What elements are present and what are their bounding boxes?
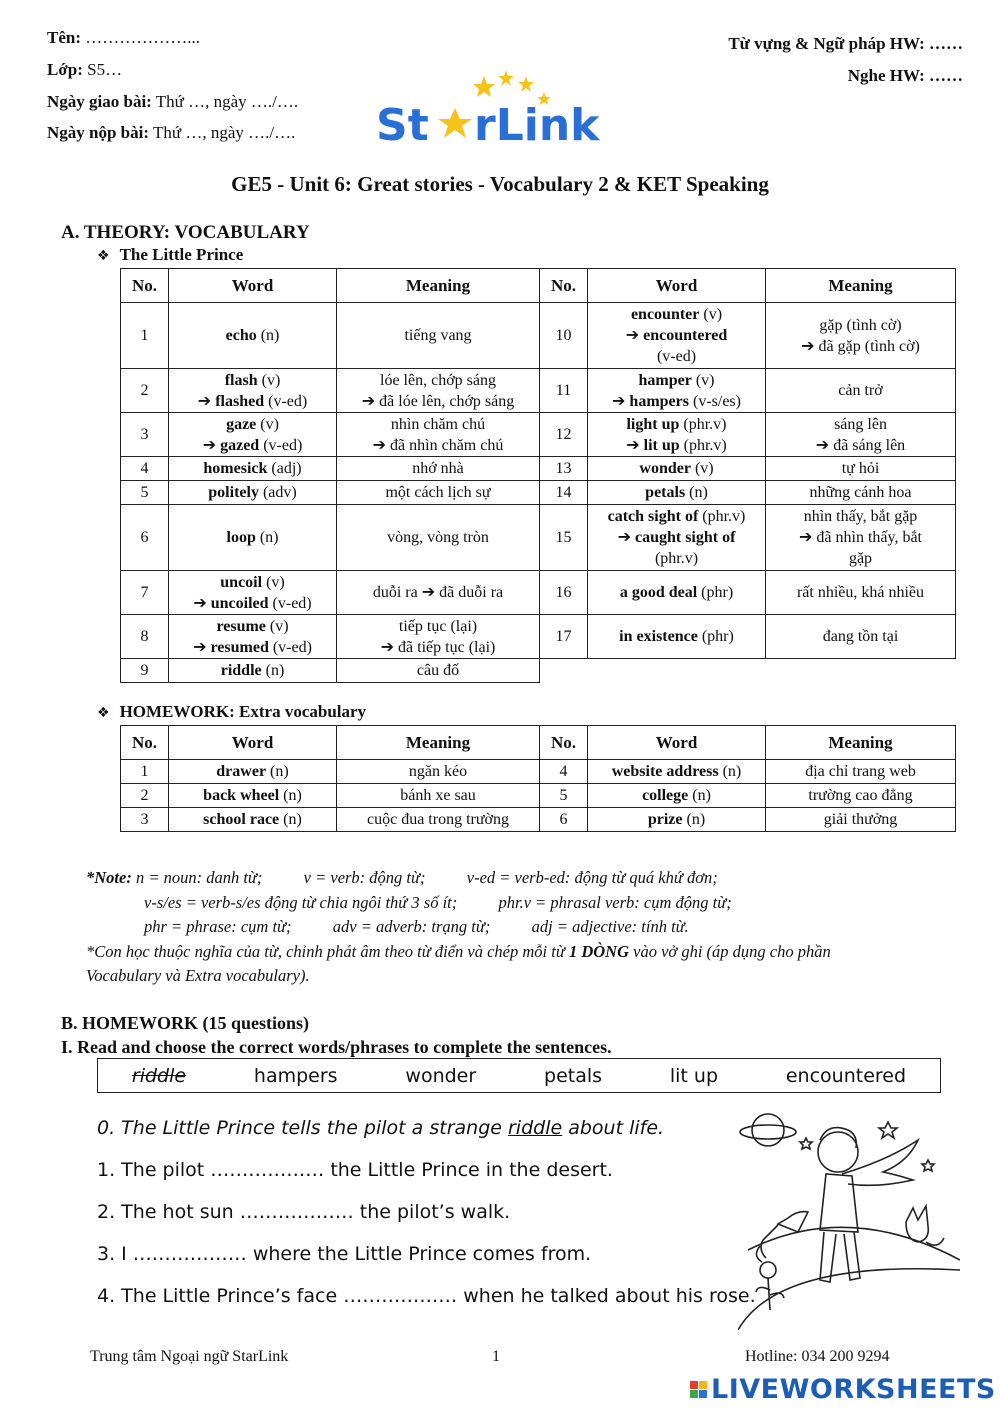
logo-center-star-icon: [438, 108, 472, 138]
logo-star-icon: [498, 70, 514, 86]
theory-subheading: ❖ The Little Prince: [97, 245, 244, 264]
table-row: [121, 505, 956, 571]
table-cell: 12: [540, 413, 588, 457]
listen-hw-score: Nghe HW: ……: [847, 66, 963, 85]
assign-date-line: Ngày giao bài: Thứ …, ngày …./….: [47, 92, 299, 111]
word-bank: [97, 1058, 941, 1093]
table-row: [121, 303, 956, 369]
word-bank-item: petals: [544, 1064, 603, 1087]
column-header: Word: [588, 269, 766, 303]
word-bank-item: hampers: [253, 1064, 338, 1087]
table-cell: 8: [121, 615, 169, 659]
table-cell: website address (n): [588, 760, 766, 784]
table-cell: nhìn chăm chú ➔ đã nhìn chăm chú: [337, 413, 540, 457]
table-row: [121, 369, 956, 413]
diamond-bullet-icon: ❖: [97, 705, 110, 721]
question-2[interactable]: 2. The hot sun ……………… the pilot’s walk.: [97, 1201, 511, 1223]
note-line-3: phr = phrase: cụm từ; adv = adverb: trạng từ; adj = adjective: tính từ.: [144, 917, 689, 936]
table-cell: drawer (n): [169, 760, 337, 784]
diamond-bullet-icon: ❖: [97, 248, 110, 264]
table-cell: 10: [540, 303, 588, 369]
table-cell: wonder (v): [588, 457, 766, 481]
table-cell: ngăn kéo: [337, 760, 540, 784]
homework-part1-instruction: I. Read and choose the correct words/phrases to complete the sentences.: [61, 1037, 612, 1057]
table-cell: 4: [121, 457, 169, 481]
table-cell: bánh xe sau: [337, 784, 540, 808]
column-header: Meaning: [766, 726, 956, 760]
table-row: [121, 659, 956, 683]
table-cell: nhìn thấy, bắt gặp ➔ đã nhìn thấy, bắt gặp: [766, 505, 956, 571]
table-cell: 11: [540, 369, 588, 413]
table-cell: flash (v) ➔ flashed (v-ed): [169, 369, 337, 413]
table-cell: hamper (v) ➔ hampers (v-s/es): [588, 369, 766, 413]
example-question: 0. The Little Prince tells the pilot a strange riddle about life.: [97, 1117, 665, 1139]
table-cell: 5: [540, 784, 588, 808]
table-cell: [766, 659, 956, 683]
table-cell: 16: [540, 571, 588, 615]
question-1[interactable]: 1. The pilot ……………… the Little Prince in the desert.: [97, 1159, 613, 1181]
table-cell: tiếp tục (lại) ➔ đã tiếp tục (lại): [337, 615, 540, 659]
table-cell: một cách lịch sự: [337, 481, 540, 505]
table-cell: 1: [121, 303, 169, 369]
table-cell: 7: [121, 571, 169, 615]
table-cell: college (n): [588, 784, 766, 808]
table-cell: 9: [121, 659, 169, 683]
table-cell: politely (adv): [169, 481, 337, 505]
word-bank-item: wonder: [405, 1064, 477, 1087]
logo-star-icon: [518, 76, 534, 92]
note-line-1: *Note: n = noun: danh từ; v = verb: động từ; v-ed = verb-ed: động từ quá khứ đơn;: [86, 868, 718, 887]
table-cell: 2: [121, 784, 169, 808]
table-row: [121, 571, 956, 615]
table-cell: 5: [121, 481, 169, 505]
table-row: [121, 808, 956, 832]
table-cell: a good deal (phr): [588, 571, 766, 615]
column-header: No.: [540, 726, 588, 760]
table-cell: cuộc đua trong trường: [337, 808, 540, 832]
little-prince-illustration: [738, 1100, 960, 1330]
table-cell: in existence (phr): [588, 615, 766, 659]
footer-center-name: Trung tâm Ngoại ngữ StarLink: [90, 1348, 289, 1365]
column-header: No.: [121, 726, 169, 760]
table-cell: encounter (v) ➔ encountered (v-ed): [588, 303, 766, 369]
starlink-logo: [376, 66, 626, 148]
table-cell: giải thưởng: [766, 808, 956, 832]
word-bank-item: riddle: [131, 1064, 187, 1087]
column-header: Word: [169, 726, 337, 760]
theory-heading: A. THEORY: VOCABULARY: [61, 222, 310, 243]
table-cell: school race (n): [169, 808, 337, 832]
table-cell: 6: [121, 505, 169, 571]
table-cell: gaze (v) ➔ gazed (v-ed): [169, 413, 337, 457]
table-cell: vòng, vòng tròn: [337, 505, 540, 571]
column-header: Meaning: [766, 269, 956, 303]
column-header: No.: [540, 269, 588, 303]
table-cell: 15: [540, 505, 588, 571]
table-cell: địa chỉ trang web: [766, 760, 956, 784]
table-cell: resume (v) ➔ resumed (v-ed): [169, 615, 337, 659]
table-row: [121, 760, 956, 784]
word-bank-item: encountered: [785, 1064, 907, 1087]
column-header: Meaning: [337, 726, 540, 760]
note-line-5: Vocabulary và Extra vocabulary).: [86, 966, 310, 985]
table-cell: catch sight of (phr.v) ➔ caught sight of (phr.v): [588, 505, 766, 571]
table-cell: homesick (adj): [169, 457, 337, 481]
table-cell: 13: [540, 457, 588, 481]
table-cell: 14: [540, 481, 588, 505]
page-number: 1: [492, 1348, 500, 1365]
table-row: [121, 615, 956, 659]
question-3[interactable]: 3. I ……………… where the Little Prince comes from.: [97, 1243, 592, 1265]
table-cell: echo (n): [169, 303, 337, 369]
table-row: [121, 457, 956, 481]
column-header: Word: [588, 726, 766, 760]
footer-hotline: Hotline: 034 200 9294: [745, 1348, 890, 1365]
table-cell: trường cao đẳng: [766, 784, 956, 808]
theory-vocab-table: [120, 268, 956, 683]
table-cell: 3: [121, 413, 169, 457]
table-cell: sáng lên ➔ đã sáng lên: [766, 413, 956, 457]
table-row: [121, 481, 956, 505]
notes-block: [86, 866, 966, 989]
column-header: No.: [121, 269, 169, 303]
table-cell: 2: [121, 369, 169, 413]
table-cell: đang tồn tại: [766, 615, 956, 659]
vocab-hw-score: Từ vựng & Ngữ pháp HW: ……: [728, 34, 963, 53]
table-cell: duỗi ra ➔ đã duỗi ra: [337, 571, 540, 615]
table-cell: cản trở: [766, 369, 956, 413]
table-cell: back wheel (n): [169, 784, 337, 808]
table-cell: prize (n): [588, 808, 766, 832]
table-cell: rất nhiều, khá nhiều: [766, 571, 956, 615]
table-cell: tự hỏi: [766, 457, 956, 481]
table-cell: câu đố: [337, 659, 540, 683]
table-cell: gặp (tình cờ) ➔ đã gặp (tình cờ): [766, 303, 956, 369]
table-cell: light up (phr.v) ➔ lit up (phr.v): [588, 413, 766, 457]
logo-star-icon: [473, 76, 495, 97]
extra-vocab-table: [120, 725, 956, 832]
table-cell: lóe lên, chớp sáng ➔ đã lóe lên, chớp sáng: [337, 369, 540, 413]
question-4[interactable]: 4. The Little Prince’s face ……………… when he talked about his rose.: [97, 1285, 756, 1307]
liveworksheets-brand[interactable]: LIVEWORKSHEETS: [690, 1374, 996, 1405]
column-header: Meaning: [337, 269, 540, 303]
table-cell: loop (n): [169, 505, 337, 571]
logo-text-part1: St: [376, 100, 429, 148]
table-cell: [588, 659, 766, 683]
table-cell: [540, 659, 588, 683]
table-cell: nhớ nhà: [337, 457, 540, 481]
liveworksheets-logo-icon: [690, 1381, 707, 1398]
table-cell: riddle (n): [169, 659, 337, 683]
class-line: Lớp: S5…: [47, 60, 123, 79]
table-cell: 3: [121, 808, 169, 832]
extra-subheading: ❖ HOMEWORK: Extra vocabulary: [97, 702, 367, 721]
note-line-2: v-s/es = verb-s/es động từ chia ngôi thứ 3 số ít; phr.v = phrasal verb: cụm động từ;: [144, 892, 732, 912]
table-cell: tiếng vang: [337, 303, 540, 369]
table-row: [121, 413, 956, 457]
homework-heading: B. HOMEWORK (15 questions): [61, 1013, 310, 1033]
table-cell: petals (n): [588, 481, 766, 505]
table-cell: 1: [121, 760, 169, 784]
logo-text-part2: rLink: [474, 100, 600, 148]
word-bank-item: lit up: [669, 1064, 719, 1087]
name-line: Tên: ………………...: [47, 28, 200, 47]
submit-date-line: Ngày nộp bài: Thứ …, ngày …./….: [47, 123, 296, 142]
note-line-4: *Con học thuộc nghĩa của từ, chỉnh phát âm theo từ điển và chép mỗi từ 1 DÒNG vào vở ghi (áp dụng cho phần: [86, 941, 831, 961]
column-header: Word: [169, 269, 337, 303]
table-cell: 6: [540, 808, 588, 832]
table-cell: uncoil (v) ➔ uncoiled (v-ed): [169, 571, 337, 615]
table-row: [121, 784, 956, 808]
table-cell: những cánh hoa: [766, 481, 956, 505]
page-title: GE5 - Unit 6: Great stories - Vocabulary 2 & KET Speaking: [231, 172, 769, 196]
table-cell: 4: [540, 760, 588, 784]
table-cell: 17: [540, 615, 588, 659]
